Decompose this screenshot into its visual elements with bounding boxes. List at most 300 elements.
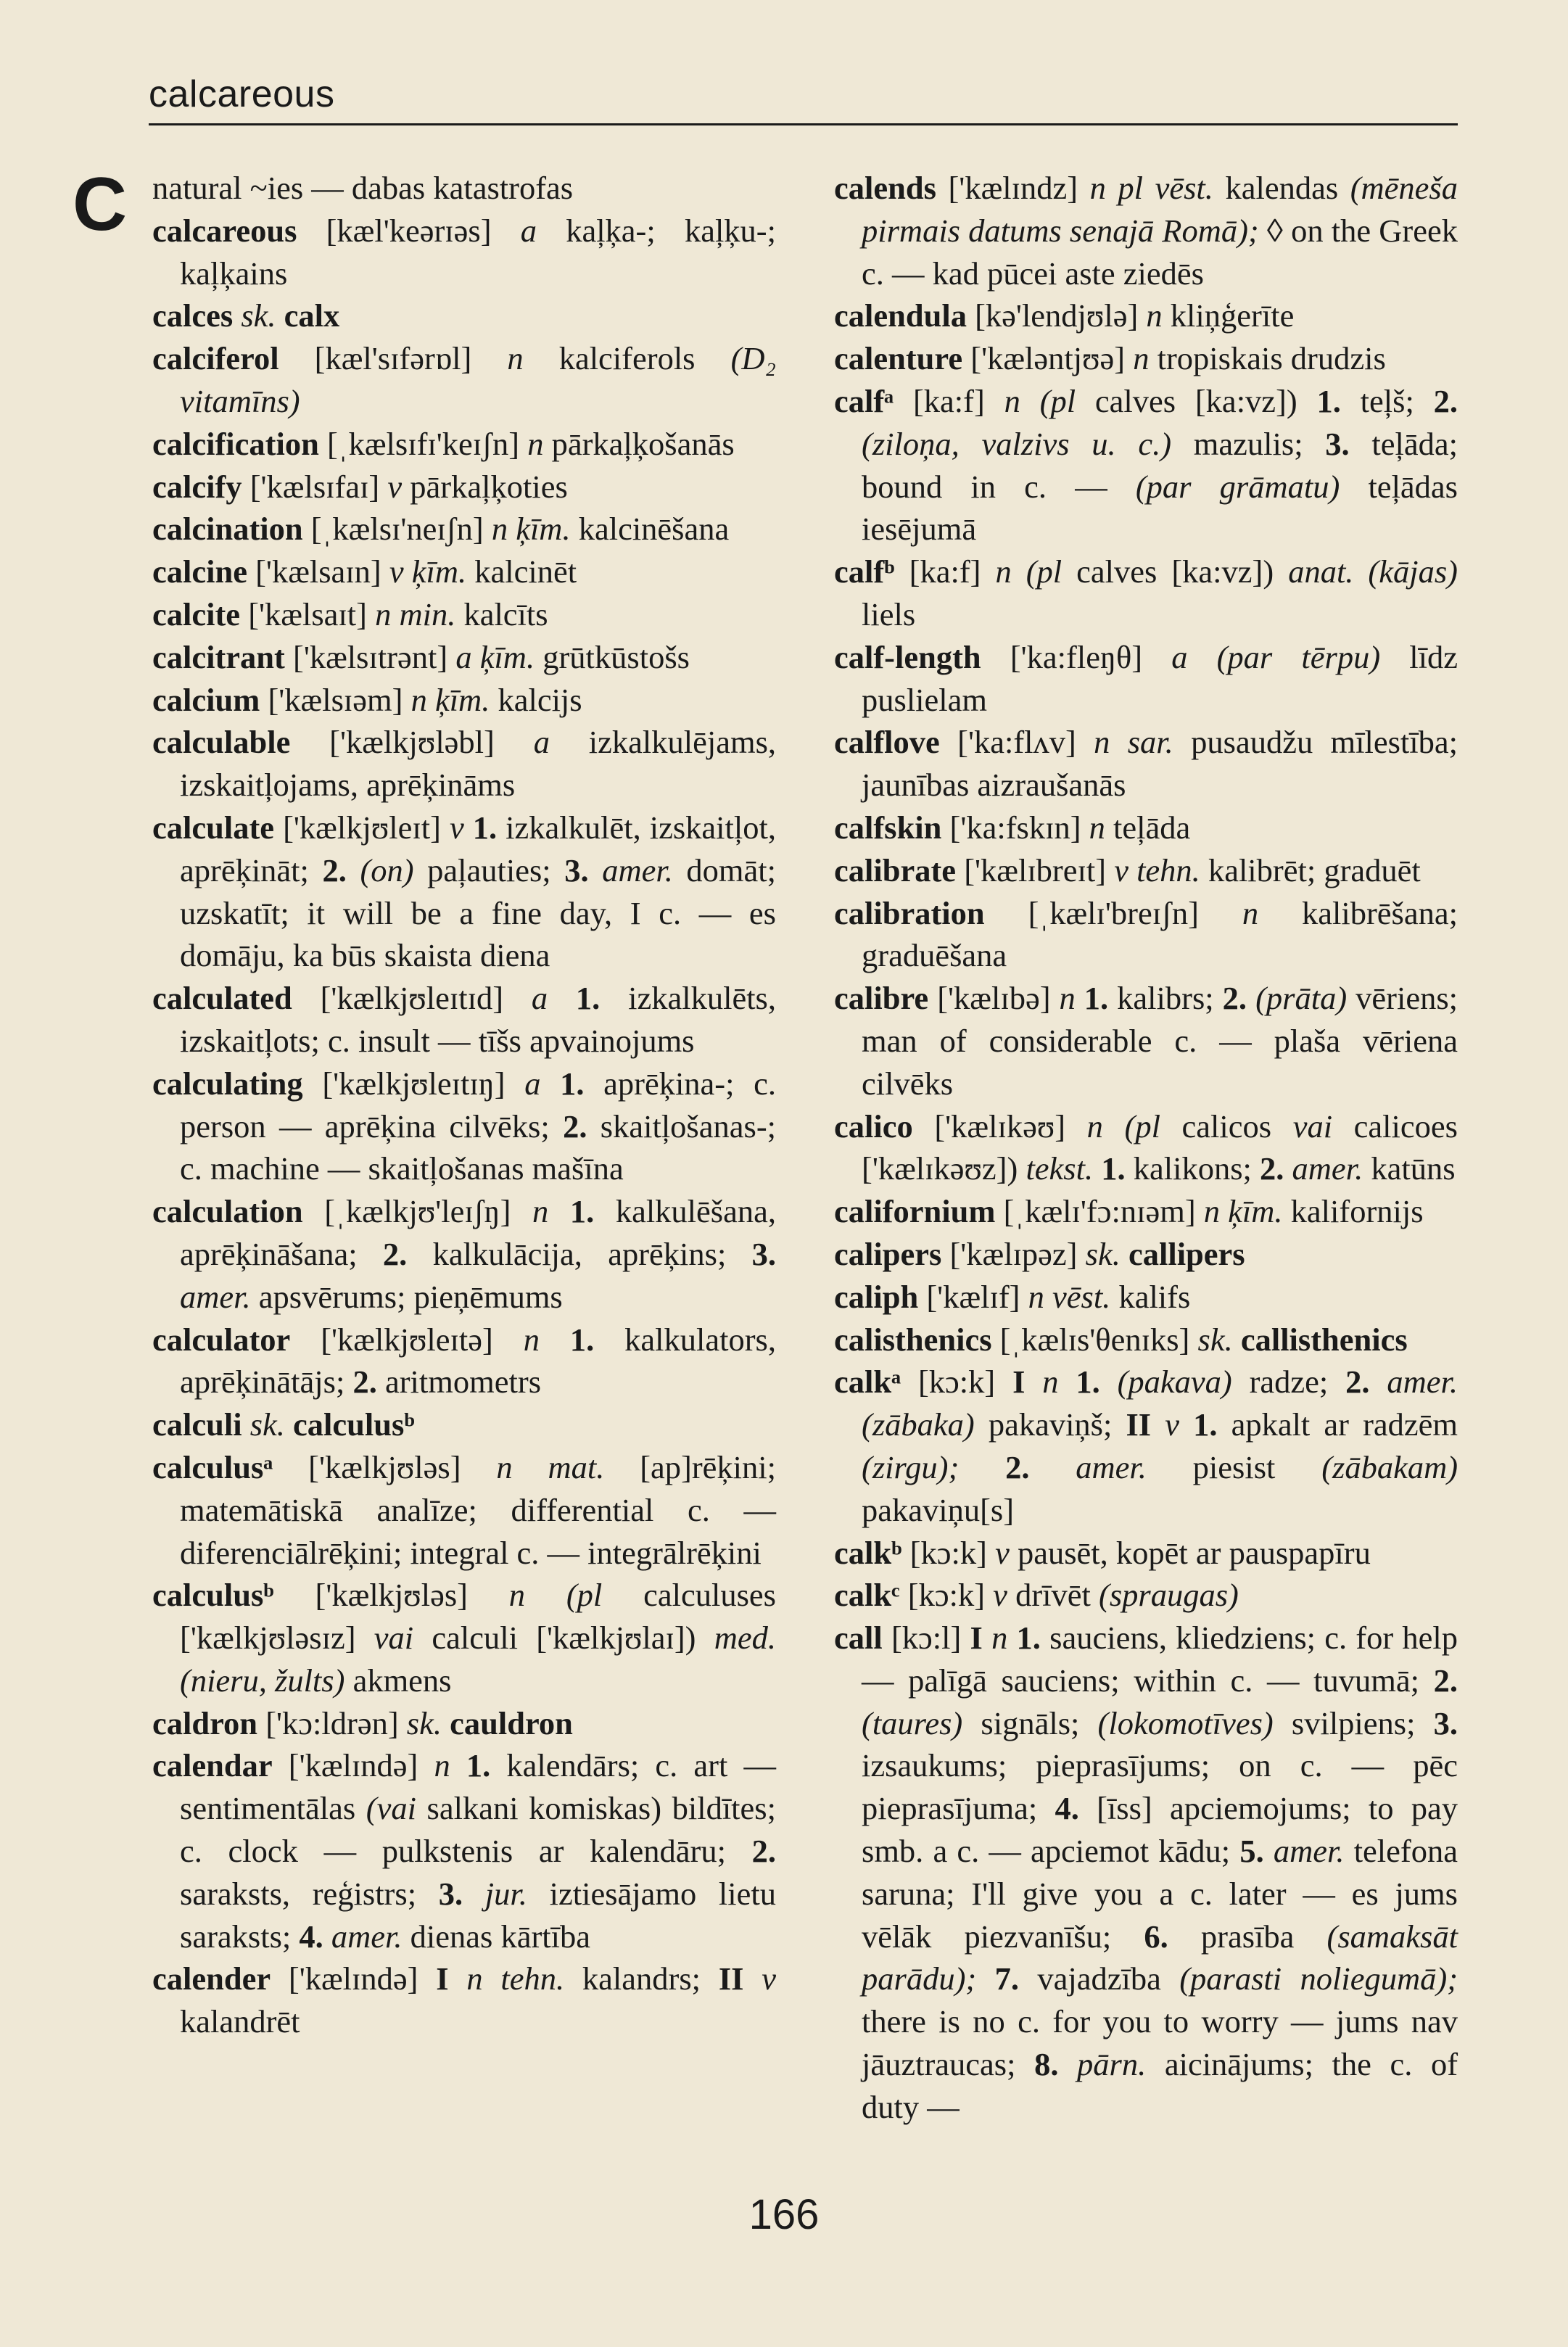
bold-text: 2. — [1433, 382, 1458, 419]
italic-text: n — [1089, 809, 1105, 846]
bold-text: 1. — [1316, 382, 1341, 419]
entry-text — [1093, 1150, 1101, 1187]
bold-text: 3. — [1433, 1704, 1458, 1741]
italic-text: amer. — [1273, 1833, 1345, 1870]
entry-text: aicinājums; the c. of duty — — [862, 2046, 1458, 2125]
entry-text — [540, 1321, 570, 1358]
dictionary-entry — [834, 807, 1458, 849]
italic-text: n — [527, 425, 544, 462]
bold-text: 1. — [1101, 1150, 1126, 1187]
dictionary-entry — [834, 1532, 1458, 1575]
entry-text: ['kælkjʊleɪtɪd] — [292, 980, 532, 1017]
entry-text — [743, 1960, 762, 1997]
entry-text: teļāda; bound in c. — — [862, 425, 1458, 505]
entry-text: [kɔ:k] — [901, 1364, 1013, 1401]
dictionary-entry — [152, 466, 776, 508]
entry-text: ['kælɪndə] — [271, 1960, 437, 1997]
dictionary-entry — [834, 892, 1458, 978]
entry-text — [449, 1960, 467, 1997]
entry-text: pausēt, kopēt ar pauspapīru — [1009, 1534, 1371, 1571]
bold-text: calf-length — [834, 638, 981, 675]
bold-text: 1. — [1193, 1406, 1218, 1443]
bold-text: calcite — [152, 595, 241, 632]
bold-text: californium — [834, 1193, 996, 1230]
bold-text: callisthenics — [1232, 1321, 1408, 1358]
bold-text: calkᵇ — [834, 1534, 902, 1571]
italic-text: n — [1133, 340, 1150, 377]
entry-text: izsaukums; pieprasījums; on c. — pēc pieprasījuma; — [862, 1747, 1458, 1827]
italic-text: n mat. — [496, 1448, 605, 1485]
entry-text: kalcinēt — [466, 553, 577, 590]
dictionary-entry — [834, 380, 1458, 550]
entry-text: aprēķina-; c. person — aprēķina cilvēks; — [180, 1065, 777, 1144]
italic-text: tekst. — [1026, 1150, 1094, 1187]
entry-text: pakaviņu[s] — [862, 1491, 1015, 1528]
dictionary-entry — [834, 721, 1458, 807]
bold-text: calibration — [834, 894, 985, 931]
entry-text: prasība — [1168, 1918, 1327, 1955]
entry-text — [1100, 1364, 1118, 1400]
dictionary-entry — [834, 1574, 1458, 1617]
entry-text: ['kælsaɪt] — [240, 595, 376, 632]
bold-text: calx — [276, 297, 340, 334]
entry-text: kalkulēšana, aprēķināšana; — [180, 1193, 776, 1272]
entry-text: natural ~ies — dabas katastrofas — [152, 170, 574, 206]
entry-text — [1264, 1833, 1274, 1869]
entry-text: vēriens; man of considerable c. — plaša vēriena cilvēks — [862, 980, 1458, 1102]
italic-text: n — [434, 1747, 450, 1784]
bold-text: 5. — [1239, 1833, 1264, 1870]
entry-text: kalibrēt; graduēt — [1200, 851, 1421, 888]
entry-text: mazulis; — [1171, 425, 1326, 462]
bold-text: calculate — [152, 809, 275, 846]
italic-text: n — [991, 1620, 1008, 1657]
italic-text: v — [1165, 1406, 1179, 1443]
bold-text: caliph — [834, 1278, 919, 1315]
entry-text: [kæl'keərɪəs] — [297, 212, 521, 249]
italic-text: n pl vēst. — [1089, 170, 1213, 206]
page-number: 166 — [748, 2191, 820, 2238]
italic-text: (on) — [360, 851, 414, 888]
bold-text: 1. — [1084, 980, 1109, 1017]
dictionary-entry — [152, 1319, 776, 1404]
entry-text: kalkulācija, aprēķins; — [407, 1235, 752, 1272]
italic-text: vai — [1292, 1107, 1333, 1144]
bold-text: I — [1012, 1364, 1026, 1401]
entry-text: ['kælkjʊləs] — [273, 1577, 509, 1614]
bold-text: calcification — [152, 425, 319, 462]
bold-text: 2. — [1433, 1662, 1458, 1699]
entry-text: [ˌkælɪ'fɔ:nɪəm] — [995, 1193, 1204, 1230]
left-column — [152, 167, 776, 2043]
dictionary-entry — [834, 977, 1458, 1105]
entry-text — [323, 1918, 331, 1955]
italic-text: (mēneša pirmais datums senajā Romā); — [862, 170, 1458, 249]
dictionary-entry — [152, 1702, 776, 1745]
italic-text: sk. — [406, 1704, 442, 1741]
entry-text: ['kælɪbə] — [928, 980, 1060, 1017]
entry-text: domāt; uzskatīt; it will be a fine day, I c. — es domāju, ka būs skaista diena — [180, 851, 777, 974]
letter-tab: C — [73, 162, 128, 247]
italic-text: a (par tērpu) — [1171, 638, 1381, 675]
bold-text: 3. — [438, 1875, 463, 1912]
entry-text: telefona saruna; I'll give you a c. later — es jums vēlāk piezvanīšu; — [862, 1833, 1458, 1955]
italic-text: pārn. — [1077, 2046, 1147, 2083]
entry-text: ['kæləntjʊə] — [962, 340, 1134, 377]
italic-text: amer. (zābaka) — [862, 1364, 1458, 1443]
bold-text: calculated — [152, 980, 292, 1017]
italic-text: (lokomotīves) — [1097, 1704, 1274, 1741]
entry-text: tropiskais drudzis — [1149, 340, 1386, 377]
bold-text: 3. — [1325, 425, 1350, 462]
entry-text — [1179, 1406, 1193, 1443]
italic-text: (par grāmatu) — [1135, 468, 1340, 505]
bold-text: callipers — [1120, 1235, 1245, 1272]
italic-text: sk. — [1197, 1321, 1233, 1358]
italic-text: n — [507, 340, 524, 377]
italic-text: amer. — [180, 1278, 251, 1315]
dictionary-entry — [834, 1190, 1458, 1233]
dictionary-entry — [152, 294, 776, 337]
entry-text: ['kælkjʊleɪtə] — [290, 1321, 524, 1358]
dictionary-entry — [834, 1276, 1458, 1319]
header-rule — [149, 123, 1458, 125]
entry-text: ['ka:fskɪn] — [941, 809, 1089, 846]
italic-text: (pakava) — [1117, 1364, 1232, 1401]
entry-text: [ˌkælkjʊ'leɪʃŋ] — [302, 1193, 532, 1230]
italic-text: amer. — [1292, 1150, 1363, 1187]
dictionary-entry — [834, 1105, 1458, 1191]
italic-text: (ziloņa, valzivs u. c.) — [862, 425, 1172, 462]
entry-text: ['ka:fleŋθ] — [981, 638, 1172, 675]
italic-text: (samaksāt parādu); — [862, 1918, 1458, 1997]
entry-text: calculi ['kælkjʊlaɪ]) — [413, 1620, 714, 1657]
italic-text: n (pl — [995, 553, 1062, 590]
entry-text: calculuses ['kælkjʊləsɪz] — [180, 1577, 776, 1657]
bold-text: 1. — [1016, 1620, 1041, 1657]
bold-text: II — [718, 1960, 744, 1997]
entry-text: ['ka:flʌv] — [939, 724, 1094, 761]
dictionary-entry — [152, 508, 776, 550]
entry-text: ◊ on the Greek c. — kad pūcei aste ziedēs — [862, 212, 1458, 292]
entry-text: kalifornijs — [1282, 1193, 1424, 1230]
entry-text: kalibrs; — [1108, 980, 1223, 1017]
entry-text: [ka:f] — [894, 553, 996, 590]
italic-text: n (pl — [1086, 1107, 1160, 1144]
entry-text — [548, 1193, 570, 1229]
entry-text: teļādas iesējumā — [862, 468, 1458, 548]
entry-text: dienas kārtība — [402, 1918, 591, 1955]
dictionary-entry — [834, 1233, 1458, 1276]
italic-text: n ķīm. — [491, 511, 571, 548]
entry-text: akmens — [344, 1662, 452, 1699]
dictionary-entry — [834, 294, 1458, 337]
bold-text: calcine — [152, 553, 247, 590]
dictionary-entry — [152, 210, 776, 295]
entry-text: ['kælkjʊleɪtɪŋ] — [302, 1065, 525, 1102]
entry-text: skaitļošanas-; c. machine — skaitļošanas mašīna — [180, 1107, 776, 1187]
dictionary-entry — [152, 721, 776, 807]
dictionary-entry — [152, 423, 776, 466]
bold-text: I — [970, 1620, 983, 1657]
entry-text: kalcīts — [455, 595, 548, 632]
entry-text: kalendārs; c. art — sentimentālas — [180, 1747, 776, 1827]
bold-text: calenture — [834, 340, 963, 377]
entry-text: līdz puslielam — [862, 638, 1458, 718]
entry-text: ['kælɪndə] — [272, 1747, 434, 1784]
bold-text: calculator — [152, 1321, 291, 1358]
bold-text: 1. — [569, 1321, 595, 1358]
bold-text: calibrate — [834, 851, 957, 888]
bold-text: calkᶜ — [834, 1577, 900, 1614]
entry-text: grūtkūstošs — [535, 638, 690, 675]
dictionary-entry — [152, 167, 776, 210]
bold-text: 7. — [994, 1960, 1019, 1997]
bold-text: calender — [152, 1960, 271, 1997]
dictionary-entry — [834, 849, 1458, 892]
entry-text: izkalkulēt, izskaitļot, aprēķināt; — [180, 809, 776, 888]
bold-text: 2. — [751, 1833, 776, 1870]
entry-text: [kɔ:k] — [899, 1577, 994, 1614]
bold-text: calcitrant — [152, 638, 285, 675]
italic-text: vai — [374, 1620, 414, 1657]
dictionary-entry — [834, 550, 1458, 636]
bold-text: 1. — [466, 1747, 491, 1784]
entry-text: izkalkulēts, izskaitļots; c. insult — tīšs apvainojums — [180, 980, 776, 1059]
bold-text: calendula — [834, 297, 967, 334]
bold-text: calfᵇ — [834, 553, 895, 590]
bold-text: 2. — [1222, 980, 1247, 1017]
entry-text: kalandrēt — [180, 2003, 300, 2040]
entry-text: ['kælɪf] — [918, 1278, 1028, 1315]
bold-text: 1. — [575, 980, 601, 1017]
dictionary-entry — [152, 550, 776, 593]
entry-text: ['kælɪndz] — [936, 170, 1090, 206]
bold-text: I — [436, 1960, 449, 1997]
entry-text: katūns — [1363, 1150, 1456, 1187]
entry-text: [ap]rēķini; matemātiskā analīze; differential c. — diferenciālrēķini; integral c. — integrālrēķini — [180, 1448, 776, 1571]
dictionary-entry — [834, 1617, 1458, 2129]
entry-text: kalciferols — [523, 340, 731, 377]
bold-text: calculation — [152, 1193, 303, 1230]
running-head: calcareous — [149, 73, 335, 115]
entry-text: iztiesājamo lietu saraksts; — [180, 1875, 777, 1955]
entry-text: [īss] apciemojums; to pay smb. a c. — apciemot kādu; — [862, 1790, 1458, 1870]
entry-text: kalikons; — [1125, 1150, 1260, 1187]
entry-text: calves [ka:vz]) — [1062, 553, 1289, 590]
entry-text: [kə'lendjʊlə] — [966, 297, 1147, 334]
dictionary-entry — [152, 636, 776, 679]
italic-text: v — [449, 809, 464, 846]
bold-text: calcareous — [152, 212, 297, 249]
entry-text: liels — [862, 595, 916, 632]
dictionary-entry — [834, 1319, 1458, 1361]
entry-text: ['kælɪpəz] — [941, 1235, 1086, 1272]
italic-text: jur. — [484, 1875, 527, 1912]
italic-text: n min. — [375, 595, 456, 632]
bold-text: calculusᵇ — [152, 1577, 274, 1614]
entry-text: drīvēt — [1007, 1577, 1099, 1614]
entry-text: pārkaļķoties — [402, 468, 568, 505]
bold-text: 3. — [564, 851, 589, 888]
entry-text: apkalt ar radzēm — [1217, 1406, 1458, 1443]
italic-text: v — [995, 1534, 1010, 1571]
bold-text: call — [834, 1620, 883, 1657]
entry-text — [1247, 980, 1255, 1016]
dictionary-entry — [152, 807, 776, 977]
bold-text: calflove — [834, 724, 940, 761]
entry-text: pusaudžu mīlestība; jaunības aizraušanās — [862, 724, 1458, 804]
bold-text: calcify — [152, 468, 242, 505]
entry-text: ['kælsɪfaɪ] — [242, 468, 388, 505]
entry-text: kliņģerīte — [1162, 297, 1295, 334]
bold-text: calkᵃ — [834, 1364, 901, 1401]
entry-text: salkani komiskas) bildītes; c. clock — pulkstenis ar kalendāru; — [180, 1790, 776, 1870]
bold-text: 4. — [1055, 1790, 1079, 1827]
entry-text — [1025, 1364, 1042, 1400]
entry-text — [540, 1065, 560, 1102]
bold-text: cauldron — [441, 1704, 573, 1741]
entry-text: kalibrēšana; graduēšana — [862, 894, 1458, 974]
italic-text: n tehn. — [466, 1960, 565, 1997]
italic-text: (taures) — [862, 1704, 963, 1741]
entry-text: calicoes ['kælɪkəʊz]) — [862, 1107, 1458, 1187]
italic-text: anat. (kājas) — [1288, 553, 1458, 590]
entry-text: apsvērums; pieņēmums — [250, 1278, 563, 1315]
italic-text: amer. — [331, 1918, 403, 1955]
bold-text: calces — [152, 297, 234, 334]
dictionary-entry — [152, 679, 776, 722]
entry-text: saraksts, reģistrs; — [180, 1875, 439, 1912]
bold-text: 3. — [751, 1235, 777, 1272]
italic-text: n ķīm. — [410, 681, 490, 718]
bold-text: calculusᵇ — [284, 1406, 415, 1443]
italic-text: v — [387, 468, 403, 505]
bold-text: 6. — [1144, 1918, 1168, 1955]
bold-text: calfᵃ — [834, 382, 894, 419]
entry-text: ['kælkjʊləbl] — [290, 724, 534, 761]
italic-text: n — [1146, 297, 1163, 334]
entry-text — [548, 980, 576, 1016]
entry-text: svilpiens; — [1273, 1704, 1434, 1741]
bold-text: calendar — [152, 1747, 273, 1784]
bold-text: 2. — [1005, 1448, 1030, 1485]
entry-text: ['kælɪbreɪt] — [956, 851, 1115, 888]
entry-text: sauciens, kliedziens; c. for help — palīgā sauciens; within c. — tuvumā; — [862, 1620, 1458, 1699]
entry-text — [1007, 1620, 1016, 1656]
entry-text: aritmometrs — [376, 1364, 542, 1401]
entry-text — [959, 1449, 1005, 1485]
entry-text — [1059, 1364, 1076, 1400]
italic-text: (spraugas) — [1099, 1577, 1239, 1614]
italic-text: (vai — [366, 1790, 416, 1827]
entry-text: [ka:f] — [894, 382, 1004, 419]
bold-text: caldron — [152, 1704, 258, 1741]
entry-text: pakaviņš; — [974, 1406, 1126, 1443]
italic-text: a — [524, 1065, 541, 1102]
dictionary-entry — [152, 593, 776, 636]
entry-text: ['kælsɪtrənt] — [284, 638, 456, 675]
entry-text: paļauties; — [413, 851, 565, 888]
entry-text: ['kɔ:ldrən] — [257, 1704, 407, 1741]
italic-text: v — [762, 1960, 776, 1997]
dictionary-entry — [834, 167, 1458, 294]
entry-text: kalendas — [1213, 170, 1350, 206]
italic-text: (parasti noliegumā); — [1179, 1960, 1458, 1997]
dictionary-entry — [834, 1361, 1458, 1531]
entry-text — [1151, 1406, 1165, 1443]
bold-text: 1. — [560, 1065, 585, 1102]
italic-text: a — [531, 980, 548, 1017]
dictionary-entry — [834, 337, 1458, 380]
italic-text: n — [532, 1193, 549, 1230]
entry-text — [1029, 1449, 1076, 1485]
bold-text: II — [1126, 1406, 1152, 1443]
entry-text — [463, 1876, 485, 1912]
bold-text: 2. — [352, 1364, 377, 1401]
dictionary-entry — [152, 1744, 776, 1958]
entry-text: kalkulators, aprēķinātājs; — [180, 1321, 776, 1401]
bold-text: calculable — [152, 724, 291, 761]
italic-text: sk. — [241, 297, 276, 334]
entry-text: calicos — [1160, 1107, 1293, 1144]
entry-text: teļš; — [1340, 382, 1434, 419]
entry-text: ['kælɪkəʊ] — [912, 1107, 1087, 1144]
entry-text: vajadzība — [1018, 1960, 1180, 1997]
entry-text: [kɔ:l] — [882, 1620, 970, 1657]
dictionary-entry — [152, 1403, 776, 1446]
italic-text: v tehn. — [1114, 851, 1200, 888]
bold-text: calculusᵃ — [152, 1448, 273, 1485]
bold-text: 2. — [1260, 1150, 1284, 1187]
bold-text: 1. — [472, 809, 498, 846]
italic-text: sk. — [249, 1406, 285, 1443]
italic-text: a — [533, 724, 550, 761]
entry-text — [242, 1406, 250, 1443]
bold-text: calcium — [152, 681, 260, 718]
entry-text: [ˌkælɪ'breɪʃn] — [984, 894, 1242, 931]
bold-text: calibre — [834, 980, 929, 1017]
bold-text: calico — [834, 1107, 913, 1144]
bold-text: 1. — [569, 1193, 595, 1230]
italic-text: n — [1042, 1364, 1059, 1401]
entry-text: kalifs — [1110, 1278, 1191, 1315]
italic-text: (zābakam) — [1321, 1448, 1458, 1485]
entry-text — [464, 809, 473, 846]
entry-text: [ˌkælsɪfɪ'keɪʃn] — [318, 425, 528, 462]
italic-text: med. (nieru, žults) — [180, 1620, 776, 1699]
entry-text — [1076, 980, 1084, 1016]
italic-text: a ķīm. — [455, 638, 535, 675]
italic-text: (zirgu); — [862, 1448, 960, 1485]
entry-text: there is no c. for you to worry — jums nav jāuztraucas; — [862, 2003, 1458, 2083]
italic-text: (D₂ vitamīns) — [180, 340, 776, 419]
entry-text: piesist — [1146, 1448, 1322, 1485]
right-column — [834, 167, 1458, 2129]
entry-text: [ˌkælɪs'θenɪks] — [991, 1321, 1198, 1358]
dictionary-entry — [152, 1446, 776, 1574]
entry-text — [347, 852, 360, 888]
entry-text: signāls; — [962, 1704, 1098, 1741]
italic-text: n (pl — [508, 1577, 603, 1614]
entry-text: calves [ka:vz]) — [1076, 382, 1317, 419]
entry-text: izkalkulējams, izskaitļojams, aprēķināms — [180, 724, 777, 804]
dictionary-entry — [152, 1958, 776, 2043]
bold-text: calipers — [834, 1235, 942, 1272]
bold-text: calculating — [152, 1065, 303, 1102]
entry-text — [1370, 1364, 1387, 1400]
entry-text: [kɔ:k] — [901, 1534, 996, 1571]
